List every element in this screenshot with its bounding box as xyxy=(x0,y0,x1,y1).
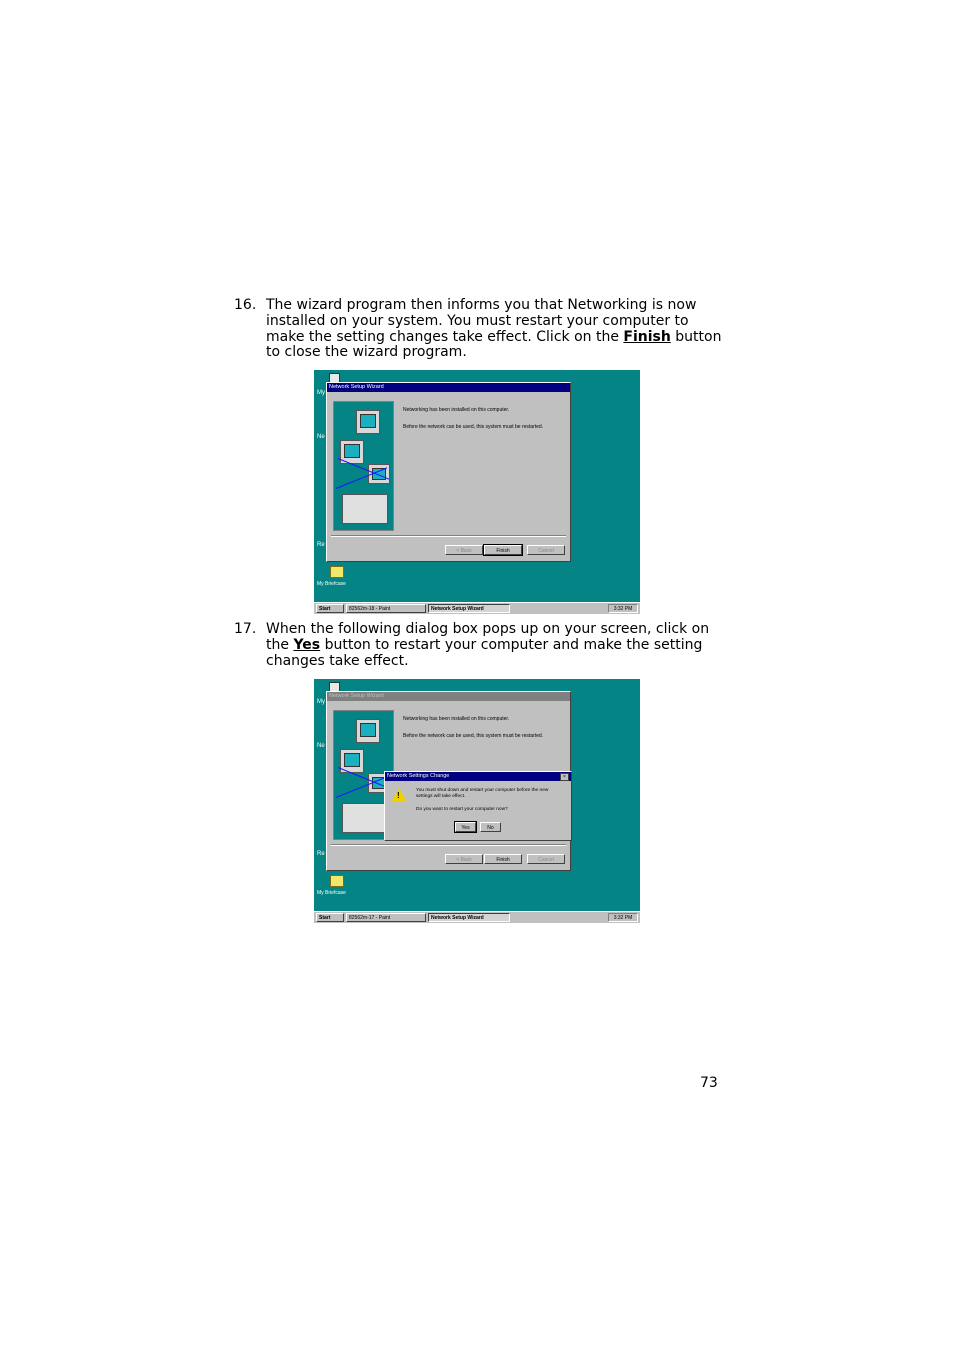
finish-button[interactable]: Finish xyxy=(484,854,522,864)
step-text: The wizard program then informs you that Networking is now installed on your system. You must restart your computer to make the setting changes take effect. Click on the Finish button to close the wizard program. xyxy=(266,297,722,361)
step-text: When the following dialog box pops up on your screen, click on the Yes button to restart your computer and make the setting changes take effect. xyxy=(266,621,710,669)
taskbar xyxy=(314,602,640,614)
dialog-title: Network Settings Change × xyxy=(385,772,571,781)
close-icon[interactable]: × xyxy=(560,773,569,781)
step-16 xyxy=(234,298,734,361)
desktop-icon-label: My Briefcase xyxy=(317,890,346,896)
page-number: 73 xyxy=(700,1075,718,1091)
wizard-message-installed: Networking has been installed on this computer. xyxy=(403,716,510,722)
finish-keyword: Finish xyxy=(623,328,671,345)
briefcase-icon[interactable] xyxy=(330,875,344,887)
network-setup-wizard-window xyxy=(326,382,571,562)
screenshot-restart-dialog: My Ne Re Network Setup Wizard Networking has been installed on this computer. Before the network can be used, this system must be restarted. < Back Finish Cancel Network Settings Change × ! You must shut down and restart your computer before the new settings will take effect. Do you want to restart your computer now? Yes No My Briefcase Start 82562m-17 - Paint Network Setup Wizard 3:32 PM xyxy=(314,679,640,923)
wizard-message-restart: Before the network can be used, this system must be restarted. xyxy=(403,733,544,739)
taskbar-item-wizard[interactable]: Network Setup Wizard xyxy=(428,913,510,922)
window-title: Network Setup Wizard xyxy=(327,383,570,392)
taskbar-item-wizard[interactable]: Network Setup Wizard xyxy=(428,604,510,613)
clock: 3:32 PM xyxy=(608,913,638,922)
start-button[interactable]: Start xyxy=(316,913,344,922)
wizard-message-installed: Networking has been installed on this computer. xyxy=(403,407,510,413)
wizard-message-restart: Before the network can be used, this system must be restarted. xyxy=(403,424,544,430)
yes-keyword: Yes xyxy=(293,636,321,653)
back-button[interactable]: < Back xyxy=(445,545,483,555)
taskbar xyxy=(314,911,640,923)
computer-icon xyxy=(356,410,380,434)
taskbar-item-paint[interactable]: 82562m-17 - Paint xyxy=(346,913,426,922)
start-button[interactable]: Start xyxy=(316,604,344,613)
taskbar-item-paint[interactable]: 82562m-18 - Paint xyxy=(346,604,426,613)
no-button[interactable]: No xyxy=(480,822,501,832)
yes-button[interactable]: Yes xyxy=(455,822,476,832)
dialog-message-line2: settings will take effect. xyxy=(416,794,466,799)
dialog-question: Do you want to restart your computer now? xyxy=(416,807,508,812)
network-settings-change-dialog xyxy=(384,771,572,841)
back-button[interactable]: < Back xyxy=(445,854,483,864)
clock: 3:32 PM xyxy=(608,604,638,613)
printer-icon xyxy=(342,494,388,524)
printer-icon xyxy=(342,803,388,833)
screenshot-network-wizard: My Ne Re Network Setup Wizard Networking has been installed on this computer. Before the network can be used, this system must be restarted. < Back Finish Cancel My Briefcase Start 82562m-18 - Paint Network Setup Wizard 3:32 PM xyxy=(314,370,640,614)
dialog-message-line1: You must shut down and restart your computer before the new xyxy=(416,788,549,793)
window-title: Network Setup Wizard xyxy=(327,692,570,701)
step-17 xyxy=(234,622,734,669)
network-illustration xyxy=(333,401,394,531)
desktop-icon-label: My Briefcase xyxy=(317,581,346,587)
cancel-button[interactable]: Cancel xyxy=(527,854,565,864)
warning-icon: ! xyxy=(391,788,407,802)
finish-button[interactable]: Finish xyxy=(484,545,522,555)
step-number: 16. xyxy=(234,297,257,313)
step-number: 17. xyxy=(234,621,257,637)
briefcase-icon[interactable] xyxy=(330,566,344,578)
computer-icon xyxy=(356,719,380,743)
cancel-button[interactable]: Cancel xyxy=(527,545,565,555)
